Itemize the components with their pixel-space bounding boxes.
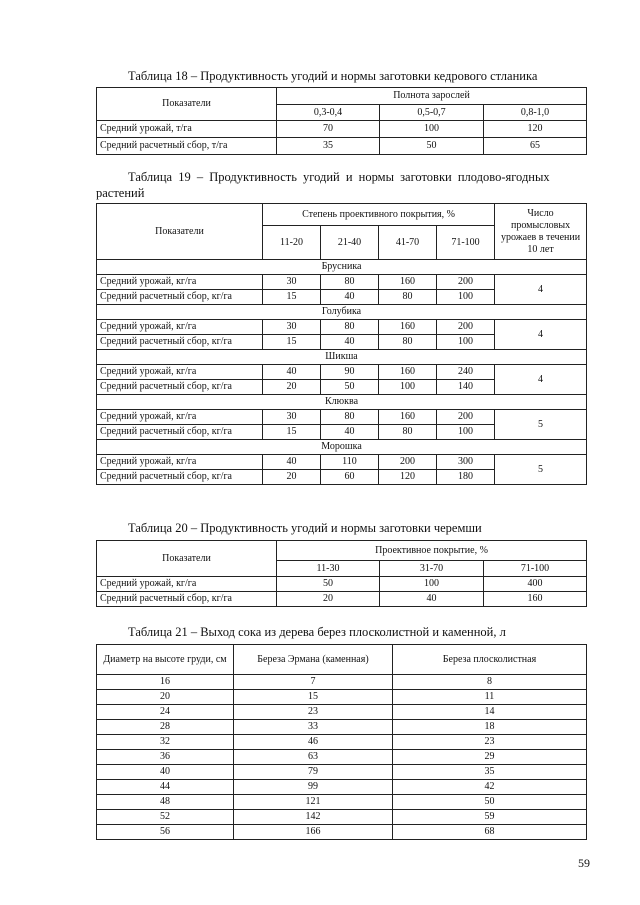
table-19-caption-line1: Таблица 19 – Продуктивность угодий и нормы заготовки плодово-ягодных: [128, 170, 550, 184]
cell: 8: [393, 675, 587, 690]
cell: 20: [263, 470, 321, 485]
table-21-caption: Таблица 21 – Выход сока из дерева берез плосколистной и каменной, л: [128, 625, 506, 639]
cell: 120: [484, 121, 587, 138]
cell: 56: [97, 825, 234, 840]
cell: 36: [97, 750, 234, 765]
cell: 30: [263, 410, 321, 425]
table-21: [96, 644, 587, 840]
cell: 80: [321, 320, 379, 335]
cell: 40: [321, 290, 379, 305]
table-row: [97, 121, 587, 138]
cell: 100: [437, 335, 495, 350]
table-18-col: 0,5-0,7: [380, 105, 484, 121]
cell: 33: [234, 720, 393, 735]
table-21-header-diameter: Диаметр на высоте груди, см: [97, 645, 234, 675]
table-row: [97, 690, 587, 705]
cell: 35: [393, 765, 587, 780]
table-row: [97, 780, 587, 795]
cell: 99: [234, 780, 393, 795]
table-19-group-title: Шикша: [97, 350, 587, 365]
cell: 20: [263, 380, 321, 395]
cell: 200: [437, 275, 495, 290]
cell: 70: [277, 121, 380, 138]
cell: 30: [263, 320, 321, 335]
cell: 65: [484, 138, 587, 155]
table-row: [97, 765, 587, 780]
cell: 40: [321, 335, 379, 350]
row-label: Средний урожай, кг/га: [97, 577, 277, 592]
cell: 50: [321, 380, 379, 395]
cell: 120: [379, 470, 437, 485]
table-row: [97, 675, 587, 690]
table-19-group-title: Голубика: [97, 305, 587, 320]
cell: 400: [484, 577, 587, 592]
cell: 80: [379, 425, 437, 440]
cell: 40: [263, 365, 321, 380]
cell: 52: [97, 810, 234, 825]
table-18-caption: Таблица 18 – Продуктивность угодий и нормы заготовки кедрового стланика: [128, 69, 538, 83]
table-21-header-flatleaf-birch: Береза плосколистная: [393, 645, 587, 675]
cell-years: 5: [495, 410, 587, 440]
cell: 80: [321, 410, 379, 425]
cell: 160: [379, 410, 437, 425]
row-label: Средний расчетный сбор, кг/га: [97, 592, 277, 607]
cell: 100: [379, 380, 437, 395]
table-19-caption-line2: растений: [96, 186, 145, 200]
table-20-col: 71-100: [484, 561, 587, 577]
cell: 90: [321, 365, 379, 380]
cell: 20: [97, 690, 234, 705]
row-label: Средний урожай, кг/га: [97, 320, 263, 335]
table-19-header-indicators: Показатели: [97, 204, 263, 260]
table-20-caption: Таблица 20 – Продуктивность угодий и нормы заготовки черемши: [128, 521, 482, 535]
cell: 100: [437, 290, 495, 305]
row-label: Средний урожай, т/га: [97, 121, 277, 138]
cell: 80: [321, 275, 379, 290]
table-18: [96, 87, 587, 155]
table-19-col: 41-70: [379, 226, 437, 260]
cell: 200: [437, 320, 495, 335]
row-label: Средний расчетный сбор, кг/га: [97, 425, 263, 440]
cell-years: 4: [495, 320, 587, 350]
table-19-group-title: Клюква: [97, 395, 587, 410]
cell: 59: [393, 810, 587, 825]
cell: 166: [234, 825, 393, 840]
cell: 40: [263, 455, 321, 470]
cell: 28: [97, 720, 234, 735]
table-21-header-erman-birch: Береза Эрмана (каменная): [234, 645, 393, 675]
cell: 40: [380, 592, 484, 607]
page-number: 59: [578, 856, 590, 870]
cell: 63: [234, 750, 393, 765]
cell: 80: [379, 335, 437, 350]
table-20-header-coverage: Проективное покрытие, %: [277, 541, 587, 561]
table-row: [97, 275, 587, 290]
table-19-header-coverage: Степень проективного покрытия, %: [263, 204, 495, 226]
cell: 15: [263, 290, 321, 305]
cell: 200: [379, 455, 437, 470]
cell: 68: [393, 825, 587, 840]
cell: 300: [437, 455, 495, 470]
cell: 100: [380, 121, 484, 138]
table-row: [97, 720, 587, 735]
cell-years: 5: [495, 455, 587, 485]
table-row: [97, 735, 587, 750]
table-19-col: 71-100: [437, 226, 495, 260]
cell: 50: [277, 577, 380, 592]
cell: 110: [321, 455, 379, 470]
cell: 50: [393, 795, 587, 810]
cell: 140: [437, 380, 495, 395]
cell: 40: [97, 765, 234, 780]
table-row: [97, 577, 587, 592]
table-20-header-indicators: Показатели: [97, 541, 277, 577]
cell: 7: [234, 675, 393, 690]
row-label: Средний урожай, кг/га: [97, 365, 263, 380]
table-row: [97, 320, 587, 335]
cell: 50: [380, 138, 484, 155]
table-19-group-title: Брусника: [97, 260, 587, 275]
row-label: Средний расчетный сбор, т/га: [97, 138, 277, 155]
table-20-col: 31-70: [380, 561, 484, 577]
table-19: [96, 203, 587, 485]
cell: 29: [393, 750, 587, 765]
table-row: [97, 750, 587, 765]
table-19-col: 11-20: [263, 226, 321, 260]
row-label: Средний урожай, кг/га: [97, 455, 263, 470]
cell: 180: [437, 470, 495, 485]
cell: 121: [234, 795, 393, 810]
row-label: Средний урожай, кг/га: [97, 275, 263, 290]
table-18-header-density: Полнота зарослей: [277, 88, 587, 105]
cell: 18: [393, 720, 587, 735]
row-label: Средний расчетный сбор, кг/га: [97, 380, 263, 395]
cell: 200: [437, 410, 495, 425]
cell: 60: [321, 470, 379, 485]
table-row: [97, 138, 587, 155]
cell: 46: [234, 735, 393, 750]
cell: 44: [97, 780, 234, 795]
table-18-header-indicators: Показатели: [97, 88, 277, 121]
cell: 79: [234, 765, 393, 780]
cell: 48: [97, 795, 234, 810]
cell: 160: [379, 320, 437, 335]
cell: 24: [97, 705, 234, 720]
cell: 160: [379, 365, 437, 380]
table-20-col: 11-30: [277, 561, 380, 577]
cell: 11: [393, 690, 587, 705]
cell: 15: [234, 690, 393, 705]
cell: 15: [263, 335, 321, 350]
row-label: Средний урожай, кг/га: [97, 410, 263, 425]
row-label: Средний расчетный сбор, кг/га: [97, 470, 263, 485]
table-row: [97, 810, 587, 825]
cell: 32: [97, 735, 234, 750]
cell: 30: [263, 275, 321, 290]
table-row: [97, 705, 587, 720]
table-row: [97, 410, 587, 425]
row-label: Средний расчетный сбор, кг/га: [97, 335, 263, 350]
cell: 35: [277, 138, 380, 155]
table-20: [96, 540, 587, 607]
cell: 40: [321, 425, 379, 440]
table-19-header-years: Число промысловых урожаев в течении 10 лет: [495, 204, 587, 260]
row-label: Средний расчетный сбор, кг/га: [97, 290, 263, 305]
cell: 14: [393, 705, 587, 720]
table-row: [97, 365, 587, 380]
cell: 240: [437, 365, 495, 380]
cell: 23: [234, 705, 393, 720]
cell: 16: [97, 675, 234, 690]
cell: 160: [484, 592, 587, 607]
cell: 142: [234, 810, 393, 825]
table-row: [97, 455, 587, 470]
table-row: [97, 795, 587, 810]
table-19-col: 21-40: [321, 226, 379, 260]
table-18-col: 0,3-0,4: [277, 105, 380, 121]
cell: 80: [379, 290, 437, 305]
cell: 100: [380, 577, 484, 592]
cell: 20: [277, 592, 380, 607]
cell: 42: [393, 780, 587, 795]
table-18-col: 0,8-1,0: [484, 105, 587, 121]
cell: 15: [263, 425, 321, 440]
cell: 100: [437, 425, 495, 440]
cell: 23: [393, 735, 587, 750]
cell-years: 4: [495, 365, 587, 395]
cell: 160: [379, 275, 437, 290]
table-19-group-title: Морошка: [97, 440, 587, 455]
table-row: [97, 592, 587, 607]
table-row: [97, 825, 587, 840]
cell-years: 4: [495, 275, 587, 305]
